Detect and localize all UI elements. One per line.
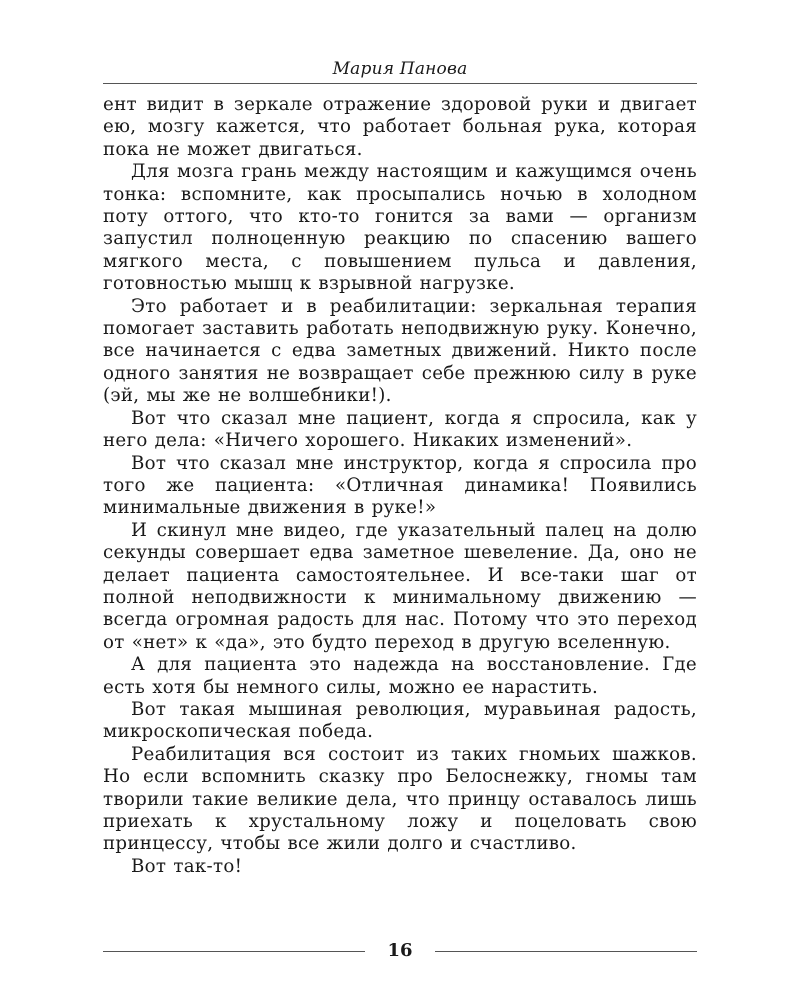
paragraph-7: А для пациента это надежда на восстановление. Где есть хотя бы немного силы, можно ее нарастить. — [103, 654, 697, 698]
paragraph-5: Вот что сказал мне инструктор, когда я спросила про того же пациента: «Отличная динамика! Появились минимальные движения в руке!» — [103, 452, 697, 519]
paragraph-6: И скинул мне видео, где указательный палец на долю секунды совершает едва заметное шевеление. Да, оно не делает пациента самостоятельнее. И все-таки шаг от полной неподвижности к минимальному движению — всегда огромная радость для нас. Потому что это переход от «нет» к «да», это будто переход в другую вселенную. — [103, 519, 697, 653]
header-rule — [103, 83, 697, 84]
paragraph-1: ент видит в зеркале отражение здоровой руки и двигает ею, мозгу кажется, что работает больная рука, которая пока не может двигаться. — [103, 94, 697, 160]
paragraph-2: Для мозга грань между настоящим и кажущимся очень тонка: вспомните, как просыпались ночью в холодном поту оттого, что кто-то гонится за вами — организм запустил полноценную реакцию по спасению вашего мягкого места, с повышением пульса и давления, готовностью мышц к взрывной нагрузке. — [103, 161, 697, 295]
paragraph-9: Реабилитация вся состоит из таких гномьих шажков. Но если вспомнить сказку про Белоснежку, гномы там творили такие великие дела, что принцу оставалось лишь приехать к хрустальному ложу и поцеловать свою принцессу, чтобы все жили долго и счастливо. — [103, 743, 697, 855]
paragraph-10: Вот так-то! — [131, 855, 243, 877]
page-number: 16 — [387, 940, 413, 961]
body-text — [103, 94, 697, 878]
page-footer — [103, 940, 697, 964]
footer-rule-right — [435, 951, 697, 952]
paragraph-3: Это работает и в реабилитации: зеркальная терапия помогает заставить работать неподвижную руку. Конечно, все начинается с едва заметных движений. Никто после одного занятия не возвращает себе прежнюю силу в руке (эй, мы же не волшебники!). — [103, 295, 697, 407]
paragraph-8: Вот такая мышиная революция, муравьиная радость, микроскопическая победа. — [103, 698, 697, 743]
running-header-author: Мария Панова — [332, 59, 468, 79]
paragraph-4: Вот что сказал мне пациент, когда я спросила, как у него дела: «Ничего хорошего. Никаких изменений». — [103, 407, 697, 452]
